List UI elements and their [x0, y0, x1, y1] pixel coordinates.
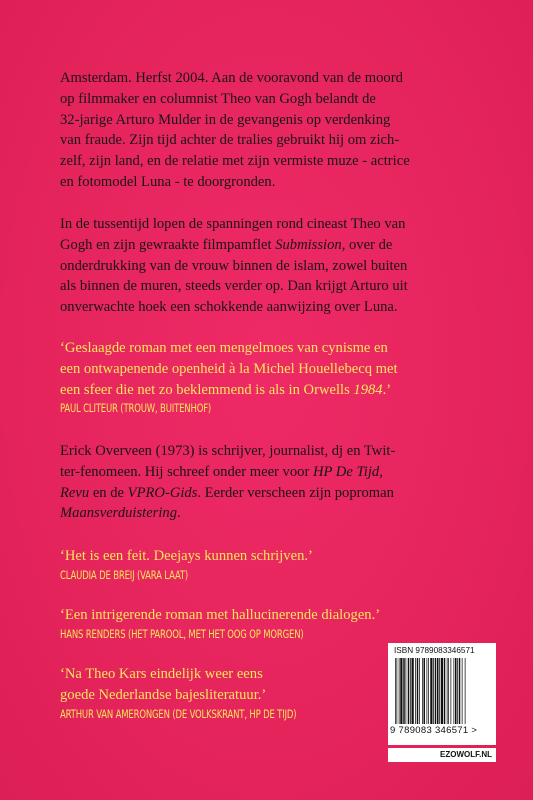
synopsis-line: en fotomodel Luna - te doorgronden.: [60, 173, 276, 190]
publisher-label: [388, 748, 496, 762]
synopsis-line: zelf, zijn land, en de relatie met zijn vermiste muze - actrice: [60, 153, 410, 170]
review-quote-2: [60, 546, 490, 583]
synopsis-line: 32-jarige Arturo Mulder in de gevangenis op verdenking: [60, 111, 391, 128]
book-title: 1984: [353, 381, 383, 398]
bio-line: Erick Overveen (1973) is schrijver, journalist, dj en Twit-: [60, 443, 396, 459]
barcode-bars: [395, 658, 489, 724]
quote-attribution: HANS RENDERS (HET PAROOL, MET HET OOG OP MORGEN): [60, 626, 304, 641]
synopsis-line: , over de: [341, 236, 393, 253]
quote-attribution: ARTHUR VAN AMERONGEN (DE VOLKSKRANT, HP DE TIJD): [60, 706, 297, 721]
synopsis-line: als binnen de muren, steeds verder op. Dan krijgt Arturo uit: [60, 278, 408, 295]
synopsis-line: van fraude. Zijn tijd achter de tralies gebruikt hij om zich-: [60, 132, 400, 149]
synopsis-line: onverwachte hoek een schokkende aanwijzing over Luna.: [60, 299, 398, 316]
magazine-title: VPRO-Gids: [127, 484, 198, 501]
film-title: Submission: [275, 236, 342, 253]
magazine-title: HP De Tijd: [312, 463, 380, 480]
synopsis-paragraph-2: [60, 214, 485, 318]
quote-line: een sfeer die net zo beklemmend is als in Orwells: [60, 381, 354, 398]
review-quote-3: [60, 605, 490, 642]
magazine-title: Revu: [60, 484, 90, 501]
barcode-digits: 9 789083 346571 >: [390, 725, 478, 736]
publisher-url: EZOWOLF.NL: [440, 750, 492, 759]
bio-line: ter-fenomeen. Hij schreef onder meer voor: [60, 463, 313, 480]
quote-line: ‘Een intrigerende roman met hallucinerende dialogen.’: [60, 607, 381, 623]
quote-line: ‘Na Theo Kars eindelijk weer eens: [60, 666, 263, 682]
quote-line: ‘Geslaagde roman met een mengelmoes van cynisme en: [60, 340, 388, 356]
isbn-label: ISBN 9789083346571: [394, 646, 475, 655]
author-bio: [60, 441, 485, 524]
quote-attribution: CLAUDIA DE BREIJ (VARA LAAT): [60, 567, 189, 582]
synopsis-line: Amsterdam. Herfst 2004. Aan de vooravond van de moord: [60, 70, 403, 86]
bio-line: .: [177, 505, 181, 522]
synopsis-paragraph-1: [60, 68, 485, 193]
synopsis-line: onderdrukking van de vrouw binnen de islam, zowel buiten: [60, 257, 408, 274]
bio-line: ,: [379, 463, 383, 480]
novel-title: Maansverduistering: [60, 505, 178, 522]
quote-line: ‘Het is een feit. Deejays kunnen schrijven.’: [60, 548, 313, 564]
quote-line: .’: [382, 381, 392, 398]
bio-line: en de: [89, 484, 128, 501]
synopsis-line: Gogh en zijn gewraakte filmpamflet: [60, 236, 276, 253]
quote-line: goede Nederlandse bajesliteratuur.’: [60, 686, 267, 703]
review-quote-1: [60, 338, 490, 416]
synopsis-line: In de tussentijd lopen de spanningen rond cineast Theo van: [60, 216, 406, 232]
synopsis-line: op filmmaker en columnist Theo van Gogh belandt de: [60, 90, 376, 107]
quote-line: een ontwapenende openheid à la Michel Houellebecq met: [60, 360, 398, 377]
quote-attribution: PAUL CLITEUR (TROUW, BUITENHOF): [60, 401, 212, 416]
bio-line: . Eerder verscheen zijn poproman: [197, 484, 394, 501]
isbn-barcode: [388, 643, 496, 745]
